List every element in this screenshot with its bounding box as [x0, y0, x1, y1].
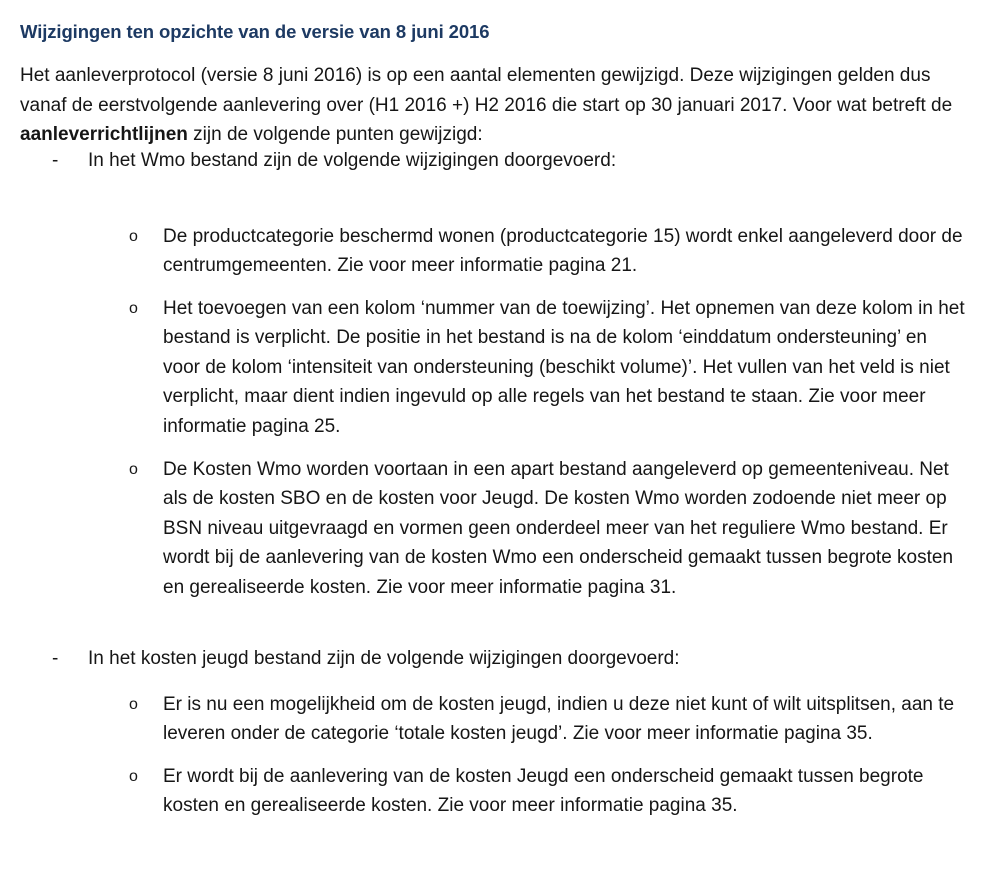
list-item-text: Er wordt bij de aanlevering van de kosten Jeugd een onderscheid gemaakt tussen begrote kosten en gerealiseerde kosten. Zie voor meer informatie pagina 35. — [163, 765, 924, 817]
list-item-text: Er is nu een mogelijkheid om de kosten jeugd, indien u deze niet kunt of wilt uitsplitsen, aan te leveren onder de categorie ‘totale kosten jeugd’. Zie voor meer informatie pagina 35. — [163, 693, 955, 745]
circle-bullet-icon: o — [129, 695, 138, 713]
circle-bullet-icon: o — [129, 227, 138, 245]
spacer — [0, 674, 988, 690]
list-item-text: De productcategorie beschermd wonen (productcategorie 15) wordt enkel aangeleverd door de centrumgemeenten. Zie voor meer informatie pagina 21. — [163, 225, 963, 277]
section-wmo — [0, 146, 988, 603]
intro-paragraph — [20, 61, 967, 150]
section-kosten-jeugd — [0, 644, 988, 821]
list-item — [0, 455, 988, 603]
wmo-sub-list — [0, 222, 988, 603]
spacer — [0, 176, 988, 222]
intro-text-part2: zijn de volgende punten gewijzigd: — [187, 124, 483, 145]
circle-bullet-icon: o — [129, 460, 138, 478]
dash-bullet-icon: - — [52, 648, 59, 669]
spacer — [0, 442, 988, 455]
spacer — [0, 749, 988, 762]
list-item — [0, 690, 988, 749]
section-heading-label: In het kosten jeugd bestand zijn de volgende wijzigingen doorgevoerd: — [88, 648, 680, 669]
circle-bullet-icon: o — [129, 299, 138, 317]
page-title: Wijzigingen ten opzichte van de versie van 8 juni 2016 — [20, 21, 490, 43]
section-heading-label: In het Wmo bestand zijn de volgende wijzigingen doorgevoerd: — [88, 150, 617, 171]
spacer — [0, 281, 988, 294]
intro-text-part1: Het aanleverprotocol (versie 8 juni 2016) is op een aantal elementen gewijzigd. Deze wijzigingen gelden dus vanaf de eerstvolgende aanlevering over (H1 2016 +) H2 2016 die start op 30 januari 2017. Voor wat betreft de — [20, 65, 953, 116]
kosten-jeugd-sub-list — [0, 690, 988, 821]
dash-bullet-icon: - — [52, 150, 59, 171]
circle-bullet-icon: o — [129, 767, 138, 785]
list-item — [0, 222, 988, 281]
list-item — [0, 762, 988, 821]
section-heading-wmo — [0, 146, 988, 176]
intro-bold-term: aanleverrichtlijnen — [20, 124, 188, 145]
list-item-text: De Kosten Wmo worden voortaan in een apart bestand aangeleverd op gemeenteniveau. Net als de kosten SBO en de kosten voor Jeugd. De kosten Wmo worden zodoende niet meer op BSN niveau uitgevraagd en vormen geen onderdeel meer van het reguliere Wmo bestand. Er wordt bij de aanlevering van de kosten Wmo een onderscheid gemaakt tussen begrote kosten en gerealiseerde kosten. Zie voor meer informatie pagina 31. — [163, 458, 954, 599]
list-item-text: Het toevoegen van een kolom ‘nummer van de toewijzing’. Het opnemen van deze kolom in het bestand is verplicht. De positie in het bestand is na de kolom ‘einddatum ondersteuning’ en voor de kolom ‘intensiteit van ondersteuning (beschikt volume)’. Het vullen van het veld is niet verplicht, maar dient indien ingevuld op alle regels van het bestand te staan. Zie voor meer informatie pagina 25. — [163, 297, 965, 438]
list-item — [0, 294, 988, 442]
section-heading-kosten-jeugd — [0, 644, 988, 674]
